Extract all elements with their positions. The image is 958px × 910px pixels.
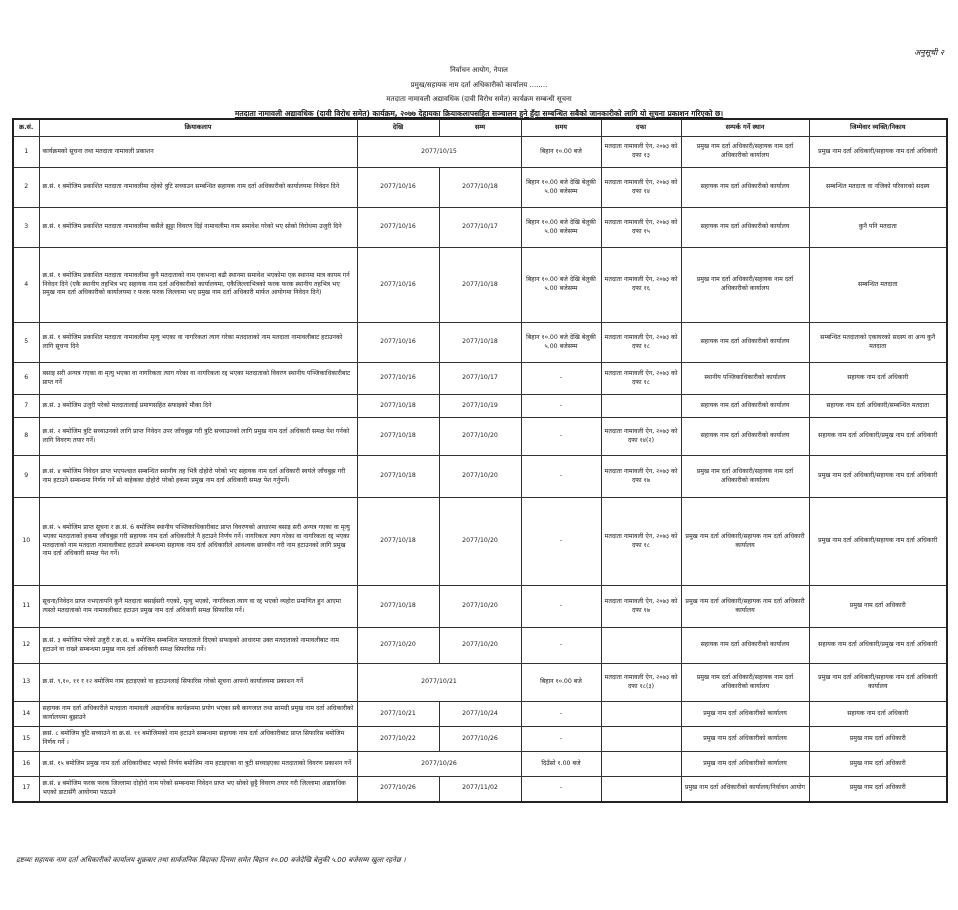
section-cell: मतदाता नामावली ऐन, २०७३ को दफा १८ bbox=[601, 363, 681, 395]
column-header-contact-place: सम्पर्क गर्ने स्थान bbox=[681, 119, 809, 137]
from-date-cell: 2077/10/16 bbox=[357, 168, 439, 208]
column-header-section: दफा bbox=[601, 119, 681, 137]
column-header-from: देखि bbox=[357, 119, 439, 137]
date-cell: 2077/10/15 bbox=[357, 137, 521, 168]
section-cell: मतदाता नामावली ऐन, २०७३ को दफा १७ bbox=[601, 586, 681, 628]
section-cell: मतदाता नामावली ऐन, २०७३ को दफा १६ bbox=[601, 248, 681, 323]
section-cell: मतदाता नामावली ऐन, २०७३ को दफा १४ bbox=[601, 168, 681, 208]
column-header-activity: क्रियाकलाप bbox=[39, 119, 357, 137]
to-date-cell: 2077/10/20 bbox=[439, 586, 521, 628]
from-date-cell: 2077/10/16 bbox=[357, 363, 439, 395]
contact-place-cell: प्रमुख नाम दर्ता अधिकारीको कार्यालय bbox=[681, 752, 809, 777]
from-date-cell: 2077/10/18 bbox=[357, 418, 439, 456]
table-row bbox=[13, 498, 947, 586]
activity-cell: क्र.सं. ४ बमोजिम निवेदन प्राप्त भएपश्चात सम्बन्धित स्थानीय तह भित्रै दोहोरो परेको भए सहायक नाम दर्ता अधिकारी स्वयंले जाँचबुझ गरी नाम हटाउने सम्बन्धमा निर्णय गर्ने सो बाहेकका दोहोरो परेको हकमा प्रमुख नाम दर्ता अधिकारी समक्ष पेश गर्नुपर्ने। bbox=[39, 456, 357, 498]
to-date-cell: 2077/10/18 bbox=[439, 323, 521, 363]
responsible-cell: सहायक नाम दर्ता अधिकारी/सम्बन्धित मतदाता bbox=[809, 395, 947, 418]
responsible-cell: सम्बन्धित मतदाता वा नजिको परिवारको सदस्य bbox=[809, 168, 947, 208]
from-date-cell: 2077/10/18 bbox=[357, 586, 439, 628]
serial-number-cell: 7 bbox=[13, 395, 39, 418]
serial-number-cell: 12 bbox=[13, 628, 39, 664]
table-row bbox=[13, 586, 947, 628]
time-cell: दिउँसो १.00 बजे bbox=[521, 752, 601, 777]
time-cell: - bbox=[521, 777, 601, 802]
table-row bbox=[13, 323, 947, 363]
time-cell: - bbox=[521, 363, 601, 395]
date-cell: 2077/10/26 bbox=[357, 752, 521, 777]
serial-number-cell: 1 bbox=[13, 137, 39, 168]
activity-cell: क्र.सं. १५ बमोजिम प्रमुख नाम दर्ता अधिकारीबाट भएको निर्णय बमोजिम नाम हटाइएका वा त्रुटी सच्याइएका मतदाताको विवरण प्रकाशन गर्ने bbox=[39, 752, 357, 777]
to-date-cell: 2077/10/17 bbox=[439, 363, 521, 395]
table-row bbox=[13, 363, 947, 395]
section-cell: मतदाता नामावली ऐन, २०७३ को दफा १३ bbox=[601, 137, 681, 168]
serial-number-cell: 3 bbox=[13, 208, 39, 248]
from-date-cell: 2077/10/20 bbox=[357, 628, 439, 664]
section-cell bbox=[601, 752, 681, 777]
responsible-cell: प्रमुख नाम दर्ता अधिकारी/सहायक नाम दर्ता अधिकारी कार्यालय bbox=[809, 664, 947, 702]
from-date-cell: 2077/10/16 bbox=[357, 208, 439, 248]
table-row bbox=[13, 137, 947, 168]
activity-cell: क्र.सं. १ बमोजिम प्रकाशित मतदाता नामावलीमा मृत्यु भएका वा नागरिकता त्याग गरेका मतदाताको नाम मतदाता नामावलीबाट हटाउनको लागि सूचना दिने bbox=[39, 323, 357, 363]
time-cell: बिहान १०.00 बजे देखि बेलुकी ५.00 बजेसम्म bbox=[521, 168, 601, 208]
section-cell bbox=[601, 777, 681, 802]
serial-number-cell: 10 bbox=[13, 498, 39, 586]
activity-cell: क्र.सं. २ बमोजिम त्रुटि सच्याउनको लागि प्राप्त निवेदन उपर जाँचबुझ गरी त्रुटि सच्याउनको लागि प्रमुख नाम दर्ता अधिकारी समक्ष पेश गर्नको लागि विवरण तयार गर्ने। bbox=[39, 418, 357, 456]
column-header-serial: क्र.सं. bbox=[13, 119, 39, 137]
time-cell: - bbox=[521, 418, 601, 456]
serial-number-cell: 8 bbox=[13, 418, 39, 456]
contact-place-cell: प्रमुख नाम दर्ता अधिकारीको कार्यालय bbox=[681, 702, 809, 727]
responsible-cell: प्रमुख नाम दर्ता अधिकारी/सहायक नाम दर्ता अधिकारी bbox=[809, 498, 947, 586]
table-row bbox=[13, 208, 947, 248]
responsible-cell: सहायक नाम दर्ता अधिकारी bbox=[809, 702, 947, 727]
table-row bbox=[13, 702, 947, 727]
contact-place-cell: सहायक नाम दर्ता अधिकारीको कार्यालय bbox=[681, 395, 809, 418]
responsible-cell: सम्बन्धित मतदाताको एकाघरको सदस्य वा अन्य कुनै मतदाता bbox=[809, 323, 947, 363]
section-cell bbox=[601, 702, 681, 727]
activity-cell: सूचना/निवेदन प्राप्त नभएतापनि कुनै मतदाता बसाईसरी गएको, मृत्यु भएको, नागरिकता त्याग वा रद्द भएको व्यहोरा प्रमाणित हुन आएमा त्यस्तो मतदाताको नाम नामावलीबाट हटाउन प्रमुख नाम दर्ता अधिकारी समक्ष सिफारिस गर्ने। bbox=[39, 586, 357, 628]
time-cell: - bbox=[521, 456, 601, 498]
section-cell: मतदाता नामावली ऐन, २०७३ को दफा १४(२) bbox=[601, 418, 681, 456]
activity-cell: क्र.सं. ३ बमोजिम परेको उजुरी र क्र.सं. ७ बमोजिम सम्बन्धित मतदाताले दिएको सफाइको आधारमा उक्त मतदाताको नामावलीबाट नाम हटाउने वा राख्ने सम्बन्धमा प्रमुख नाम दर्ता अधिकारी समक्ष सिफारिस गर्ने। bbox=[39, 628, 357, 664]
table-header-row bbox=[13, 119, 947, 137]
time-cell: बिहान १०.00 बजे देखि बेलुकी ५.00 बजेसम्म bbox=[521, 248, 601, 323]
contact-place-cell: सहायक नाम दर्ता अधिकारीको कार्यालय bbox=[681, 628, 809, 664]
activity-cell: सहायक नाम दर्ता अधिकारीले मतदाता नामावली अद्यावधिक कार्यक्रममा प्रयोग भएका सबै कागजात तथा सामग्री प्रमुख नाम दर्ता अधिकारीको कार्यालयमा बुझाउने bbox=[39, 702, 357, 727]
from-date-cell: 2077/10/16 bbox=[357, 248, 439, 323]
responsible-cell: सहायक नाम दर्ता अधिकारी bbox=[809, 363, 947, 395]
to-date-cell: 2077/10/20 bbox=[439, 498, 521, 586]
serial-number-cell: 6 bbox=[13, 363, 39, 395]
section-cell bbox=[601, 628, 681, 664]
time-cell: - bbox=[521, 628, 601, 664]
column-header-to: सम्म bbox=[439, 119, 521, 137]
from-date-cell: 2077/10/18 bbox=[357, 395, 439, 418]
responsible-cell: प्रमुख नाम दर्ता अधिकारी/सहायक नाम दर्ता अधिकारी bbox=[809, 137, 947, 168]
to-date-cell: 2077/11/02 bbox=[439, 777, 521, 802]
responsible-cell: सहायक नाम दर्ता अधिकारी/प्रमुख नाम दर्ता अधिकारी bbox=[809, 628, 947, 664]
section-cell: मतदाता नामावली ऐन, २०७३ को दफा १८ bbox=[601, 498, 681, 586]
contact-place-cell: सहायक नाम दर्ता अधिकारीको कार्यालय bbox=[681, 323, 809, 363]
responsible-cell: प्रमुख नाम दर्ता अधिकारी/सहायक नाम दर्ता अधिकारी bbox=[809, 456, 947, 498]
serial-number-cell: 5 bbox=[13, 323, 39, 363]
contact-place-cell: प्रमुख नाम दर्ता अधिकारीको कार्यालय/निर्वाचन आयोग bbox=[681, 777, 809, 802]
contact-place-cell: स्थानीय पञ्जिकाधिकारीको कार्यालय bbox=[681, 363, 809, 395]
time-cell: बिहान १०.00 बजे bbox=[521, 664, 601, 702]
table-row bbox=[13, 664, 947, 702]
activity-cell: बसाइ सरी अन्यत्र गएका वा मृत्यु भएका वा नागरिकता त्याग गरेका वा नागरिकता रद्द भएका मतदाताको विवरण स्थानीय पञ्जिकाधिकारीबाट प्राप्त गर्ने bbox=[39, 363, 357, 395]
to-date-cell: 2077/10/20 bbox=[439, 418, 521, 456]
table-row bbox=[13, 628, 947, 664]
time-cell: बिहान १०.00 बजे देखि बेलुकी ५.00 बजेसम्म bbox=[521, 323, 601, 363]
serial-number-cell: 17 bbox=[13, 777, 39, 802]
time-cell: बिहान १०.00 बजे देखि बेलुकी ५.00 बजेसम्म bbox=[521, 208, 601, 248]
from-date-cell: 2077/10/22 bbox=[357, 727, 439, 752]
to-date-cell: 2077/10/18 bbox=[439, 168, 521, 208]
responsible-cell: सहायक नाम दर्ता अधिकारी/प्रमुख नाम दर्ता अधिकारी bbox=[809, 418, 947, 456]
activity-cell: कार्यक्रमको सूचना तथा मतदाता नामावली प्रकाशन bbox=[39, 137, 357, 168]
to-date-cell: 2077/10/24 bbox=[439, 702, 521, 727]
contact-place-cell: सहायक नाम दर्ता अधिकारीको कार्यालय bbox=[681, 168, 809, 208]
section-cell bbox=[601, 727, 681, 752]
serial-number-cell: 11 bbox=[13, 586, 39, 628]
contact-place-cell: प्रमुख नाम दर्ता अधिकारी/सहायक नाम दर्ता अधिकारीको कार्यालय bbox=[681, 456, 809, 498]
time-cell: बिहान १०.00 बजे bbox=[521, 137, 601, 168]
contact-place-cell: प्रमुख नाम दर्ता अधिकारीको कार्यालय bbox=[681, 727, 809, 752]
to-date-cell: 2077/10/19 bbox=[439, 395, 521, 418]
serial-number-cell: 15 bbox=[13, 727, 39, 752]
time-cell: - bbox=[521, 586, 601, 628]
serial-number-cell: 16 bbox=[13, 752, 39, 777]
activity-cell: क्र.सं. ३ बमोजिम उजुरी परेको मतदातालाई प्रमाणसहित सफाइको मौका दिने bbox=[39, 395, 357, 418]
time-cell: - bbox=[521, 702, 601, 727]
responsible-cell: प्रमुख नाम दर्ता अधिकारी bbox=[809, 777, 947, 802]
to-date-cell: 2077/10/17 bbox=[439, 208, 521, 248]
responsible-cell: सम्बन्धित मतदाता bbox=[809, 248, 947, 323]
column-header-responsible: जिम्मेवार व्यक्ति/निकाय bbox=[809, 119, 947, 137]
table-body bbox=[13, 137, 947, 802]
to-date-cell: 2077/10/20 bbox=[439, 456, 521, 498]
to-date-cell: 2077/10/26 bbox=[439, 727, 521, 752]
responsible-cell: प्रमुख नाम दर्ता अधिकारी bbox=[809, 586, 947, 628]
section-cell: मतदाता नामावली ऐन, २०७३ को दफा १७ bbox=[601, 456, 681, 498]
table-row bbox=[13, 418, 947, 456]
section-cell: मतदाता नामावली ऐन, २०७३ को दफा १८(३) bbox=[601, 664, 681, 702]
date-cell: 2077/10/21 bbox=[357, 664, 521, 702]
responsible-cell: कुनै पनि मतदाता bbox=[809, 208, 947, 248]
responsible-cell: प्रमुख नाम दर्ता अधिकारी bbox=[809, 752, 947, 777]
column-header-time: समय bbox=[521, 119, 601, 137]
section-cell: मतदाता नामावली ऐन, २०७३ को दफा १८ bbox=[601, 323, 681, 363]
contact-place-cell: प्रमुख नाम दर्ता अधिकारी/सहायक नाम दर्ता अधिकारीको कार्यालय bbox=[681, 664, 809, 702]
serial-number-cell: 2 bbox=[13, 168, 39, 208]
contact-place-cell: सहायक नाम दर्ता अधिकारीको कार्यालय bbox=[681, 418, 809, 456]
activity-cell: क्र.सं. १ बमोजिम प्रकाशित मतदाता नामावलीमा कुनै मतदाताको नाम एकभन्दा बढी स्थानमा समावेश भएकोमा एक स्थानमा मात्र कायम गर्न निवेदन दिने (एकै स्थानीय तहभित्र भए सहायक नाम दर्ता अधिकारीको कार्यालयमा, एकैजिल्लाभित्रको फरक फरक स्थानीय तहभित्र भए प्रमुख नाम दर्ता अधिकारीको कार्यालयमा र फरक फरक जिल्लामा भए प्रमुख नाम दर्ता अधिकारी मार्फत आयोगमा निवेदन दिने) bbox=[39, 248, 357, 323]
activity-cell: क्र.सं. ४ बमोजिम फरक फरक जिल्लामा दोहोरो नाम परेको सम्बन्धमा निवेदन प्राप्त भए सोको छुट्टै विवरण तयार गरी जिल्लामा अद्यावधिक भएको डाटासँगै आयोगमा पठाउने bbox=[39, 777, 357, 802]
time-cell: - bbox=[521, 498, 601, 586]
schedule-table bbox=[12, 118, 948, 803]
table-row bbox=[13, 727, 947, 752]
contact-place-cell: प्रमुख नाम दर्ता अधिकारी/सहायक नाम दर्ता अधिकारी कार्यालय bbox=[681, 498, 809, 586]
serial-number-cell: 9 bbox=[13, 456, 39, 498]
table-row bbox=[13, 777, 947, 802]
contact-place-cell: प्रमुख नाम दर्ता अधिकारी/सहायक नाम दर्ता अधिकारीको कार्यालय bbox=[681, 137, 809, 168]
from-date-cell: 2077/10/18 bbox=[357, 456, 439, 498]
serial-number-cell: 14 bbox=[13, 702, 39, 727]
contact-place-cell: प्रमुख नाम दर्ता अधिकारी/सहायक नाम दर्ता अधिकारी कार्यालय bbox=[681, 586, 809, 628]
office-name: प्रमुख/सहायक नाम दर्ता अधिकारीको कार्यालय ........ bbox=[410, 81, 548, 89]
activity-cell: क्रसं. ८ बमोजिम त्रुटि सच्याउने वा क्र.सं. ११ बमोजिमको नाम हटाउने सम्बन्धमा सहायक नाम दर्ता अधिकारीबाट प्राप्त सिफारिस बमोजिम निर्णय गर्ने । bbox=[39, 727, 357, 752]
footer-note: द्रष्टव्यः सहायक नाम दर्ता अधिकारीको कार्यालय शुक्रबार तथा सार्वजनिक बिदाका दिनमा समेत बिहान १०.00 बजेदेखि बेलुकी ५.00 बजेसम्म खुला रहनेछ । bbox=[16, 856, 406, 864]
serial-number-cell: 4 bbox=[13, 248, 39, 323]
to-date-cell: 2077/10/18 bbox=[439, 248, 521, 323]
responsible-cell: प्रमुख नाम दर्ता अधिकारी bbox=[809, 727, 947, 752]
table-row bbox=[13, 168, 947, 208]
table-row bbox=[13, 456, 947, 498]
time-cell: - bbox=[521, 395, 601, 418]
section-cell: मतदाता नामावली ऐन, २०७३ को दफा १५ bbox=[601, 208, 681, 248]
contact-place-cell: प्रमुख नाम दर्ता अधिकारी/सहायक नाम दर्ता अधिकारीको कार्यालय bbox=[681, 248, 809, 323]
serial-number-cell: 13 bbox=[13, 664, 39, 702]
notice-heading: मतदाता नामावली अद्यावधिक (दावी विरोध समेत) कार्यक्रम, २०७७ देहायका क्रियाकलापसहित सञ्चालन हुने हुँदा सम्बन्धित सबैको जानकारीको लागि यो सूचना प्रकाशन गरिएको छ। bbox=[234, 109, 724, 118]
table-row bbox=[13, 248, 947, 323]
section-cell bbox=[601, 395, 681, 418]
from-date-cell: 2077/10/16 bbox=[357, 323, 439, 363]
from-date-cell: 2077/10/21 bbox=[357, 702, 439, 727]
from-date-cell: 2077/10/18 bbox=[357, 498, 439, 586]
time-cell: - bbox=[521, 727, 601, 752]
table-row bbox=[13, 395, 947, 418]
annex-label: अनुसूची २ bbox=[914, 48, 944, 57]
organization-name: निर्वाचन आयोग, नेपाल bbox=[450, 66, 508, 74]
activity-cell: क्र.सं. ५ बमोजिम प्राप्त सूचना र क्र.सं. 6 बमोजिम स्थानीय पञ्जिकाधिकारीबाट प्राप्त विवरणको आधारमा बसाइ सरी अन्यत्र गएका वा मृत्यु भएका मतदाताको हकमा जाँचबुझ गरी सहायक नाम दर्ता अधिकारीले नै हटाउने निर्णय गर्ने। नागरिकता त्याग गरेका वा नागरिकता रद्द भएका मतदाताको नाम मतदाता नामावलीबाट हटाउने सम्बन्धमा सहायक नाम दर्ता अधिकारीले आवश्यक छानबीन गरी नाम हटाउनको लागि प्रमुख नाम दर्ता अधिकारी समक्ष पेश गर्ने। bbox=[39, 498, 357, 586]
document-subject: मतदाता नामावली अद्यावधिक (दावी विरोध समेत) कार्यक्रम सम्बन्धी सूचना bbox=[386, 95, 572, 103]
to-date-cell: 2077/10/20 bbox=[439, 628, 521, 664]
activity-cell: क्र.सं. १ बमोजिम प्रकाशित मतदाता नामावलीमा रहेको त्रुटि सच्याउन सम्बन्धित सहायक नाम दर्ता अधिकारीको कार्यालयमा निवेदन दिने bbox=[39, 168, 357, 208]
contact-place-cell: सहायक नाम दर्ता अधिकारीको कार्यालय bbox=[681, 208, 809, 248]
activity-cell: क्र.सं. ९,१०, ११ र १२ बमोजिम नाम हटाइएको वा हटाउनलाई सिफारिस गरेको सूचना आफ्नो कार्यालयमा प्रकाशन गर्ने bbox=[39, 664, 357, 702]
table-row bbox=[13, 752, 947, 777]
from-date-cell: 2077/10/26 bbox=[357, 777, 439, 802]
activity-cell: क्र.सं. १ बमोजिम प्रकाशित मतदाता नामावलीमा कसैले झुट्टा विवरण दिई नामावलीमा नाम समावेश गरेको भए सोको विरोधमा उजुरी दिने bbox=[39, 208, 357, 248]
